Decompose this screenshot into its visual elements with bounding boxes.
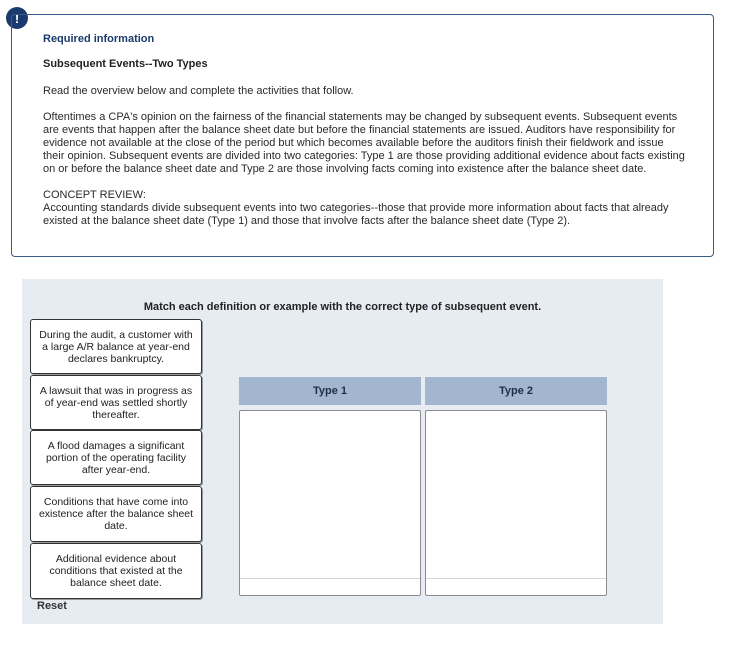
intro-text: Read the overview below and complete the activities that follow. — [43, 85, 354, 97]
card-label: Conditions that have come into existence after the balance sheet date. — [38, 496, 194, 532]
draggable-card[interactable] — [30, 543, 202, 599]
drop-zone-divider — [240, 578, 420, 579]
required-info-panel — [11, 14, 714, 257]
concept-review — [43, 189, 688, 228]
card-label: A flood damages a significant portion of the operating facility after year-end. — [45, 439, 187, 476]
type1-drop-zone[interactable] — [239, 410, 421, 596]
type1-header: Type 1 — [239, 377, 421, 405]
type2-drop-zone[interactable] — [425, 410, 607, 596]
section-subtitle: Subsequent Events--Two Types — [43, 58, 208, 70]
draggable-card[interactable] — [30, 430, 202, 485]
draggable-card[interactable] — [30, 375, 202, 430]
alert-icon: ! — [6, 7, 28, 29]
required-info-title: Required information — [43, 33, 155, 45]
concept-review-text: Accounting standards divide subsequent events into two categories--those that provide more information about facts that already existed at the balance sheet date (Type 1) and those that involve facts after the balance sheet date (Type 2). — [43, 202, 669, 227]
reset-button[interactable]: Reset — [37, 600, 67, 612]
draggable-card[interactable] — [30, 486, 202, 542]
card-label: Additional evidence about conditions that existed at the balance sheet date. — [49, 553, 183, 589]
draggable-card[interactable] — [30, 319, 202, 374]
activity-instruction: Match each definition or example with the correct type of subsequent event. — [143, 301, 542, 313]
overview-text: Oftentimes a CPA's opinion on the fairness of the financial statements may be changed by subsequent events. Subsequent events are events that happen after the balance sheet date but before the financial statements are issued. Auditors have responsibility for evidence not available at the close of the period but which becomes available before the auditors finish their fieldwork and issue their opinion. Subsequent events are divided into two categories: Type 1 are those providing additional evidence about facts existing on or before the balance sheet date and Type 2 are those involving facts coming into existence after the balance sheet date. — [43, 111, 685, 175]
card-label: During the audit, a customer with a large A/R balance at year-end declares bankruptcy. — [39, 328, 193, 365]
type2-header: Type 2 — [425, 377, 607, 405]
drop-zone-divider — [426, 578, 606, 579]
card-label: A lawsuit that was in progress as of year-end was settled shortly thereafter. — [39, 384, 193, 421]
matching-activity — [22, 279, 663, 624]
concept-review-label: CONCEPT REVIEW: — [43, 189, 146, 201]
